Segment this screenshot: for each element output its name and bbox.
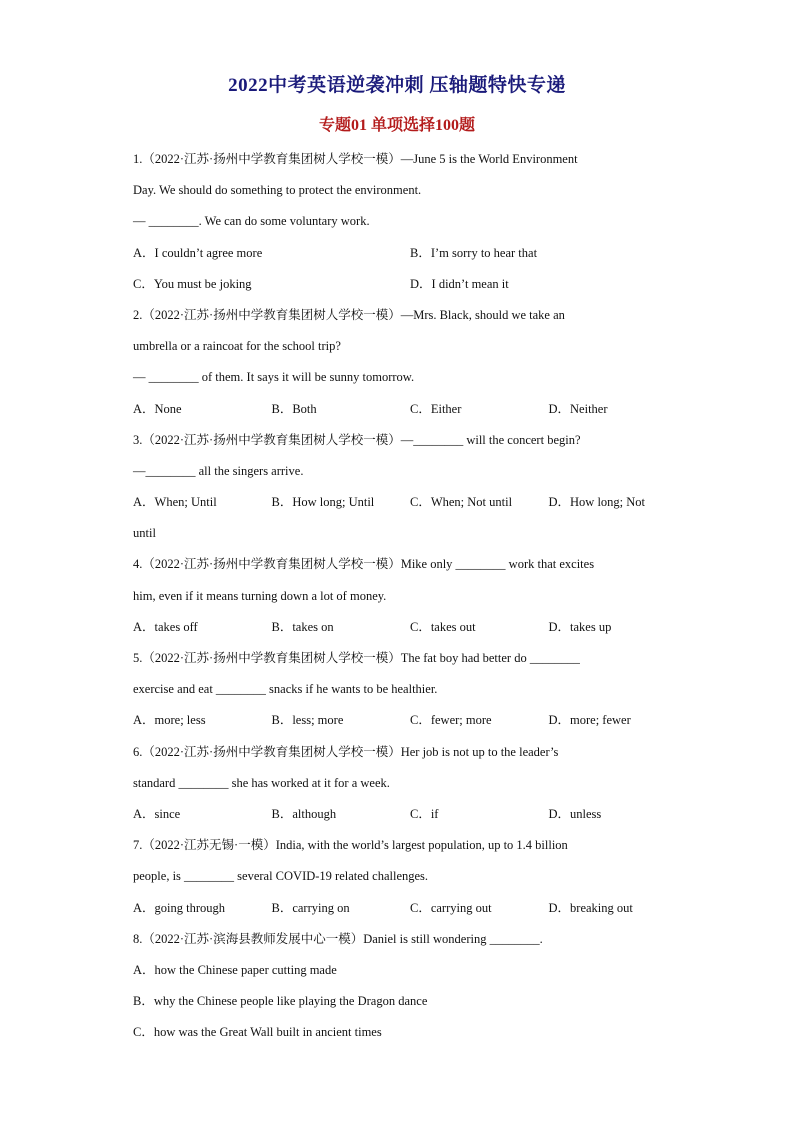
option-d[interactable]: D．takes up bbox=[548, 619, 612, 634]
question-text: 8.（2022·江苏·滨海县教师发展中心一模）Daniel is still wondering ________. bbox=[133, 931, 543, 946]
question-text: — ________. We can do some voluntary work. bbox=[133, 214, 370, 229]
option-d[interactable]: D．I didn’t mean it bbox=[410, 276, 509, 291]
option-c[interactable]: C．You must be joking bbox=[133, 276, 252, 291]
option-c[interactable]: C．carrying out bbox=[410, 900, 492, 915]
option-a[interactable]: A．going through bbox=[133, 900, 226, 915]
question-text: 7.（2022·江苏无锡·一模）India, with the world’s largest population, up to 1.4 billion bbox=[133, 838, 568, 853]
option-b[interactable]: B．although bbox=[271, 806, 337, 821]
option-b[interactable]: B．why the Chinese people like playing the Dragon dance bbox=[133, 994, 428, 1009]
option-a[interactable]: A．takes off bbox=[133, 619, 198, 634]
document-subtitle: 专题01 单项选择100题 bbox=[318, 117, 475, 134]
option-c[interactable]: C．how was the Great Wall built in ancient times bbox=[133, 1025, 382, 1040]
option-a[interactable]: A．more; less bbox=[133, 713, 206, 728]
question-list bbox=[133, 148, 663, 1052]
option-continuation: until bbox=[133, 526, 156, 541]
option-d[interactable]: D．more; fewer bbox=[548, 713, 631, 728]
question-text: 3.（2022·江苏·扬州中学教育集团树人学校一模）—________ will the concert begin? bbox=[133, 432, 581, 447]
question-text: 6.（2022·江苏·扬州中学教育集团树人学校一模）Her job is not up to the leader’s bbox=[133, 744, 559, 759]
question-3 bbox=[133, 429, 663, 554]
question-text: standard ________ she has worked at it for a week. bbox=[133, 775, 390, 790]
option-d[interactable]: D．unless bbox=[548, 806, 602, 821]
option-row bbox=[133, 242, 663, 273]
question-text: people, is ________ several COVID-19 related challenges. bbox=[133, 869, 429, 884]
option-c[interactable]: C．When; Not until bbox=[410, 495, 513, 510]
option-a[interactable]: A．None bbox=[133, 401, 182, 416]
question-7 bbox=[133, 834, 663, 928]
question-text: him, even if it means turning down a lot of money. bbox=[133, 588, 387, 603]
option-a[interactable]: A．since bbox=[133, 806, 181, 821]
question-text: 1.（2022·江苏·扬州中学教育集团树人学校一模）—June 5 is the World Environment bbox=[133, 152, 578, 166]
option-row bbox=[133, 709, 663, 740]
option-row bbox=[133, 273, 663, 304]
document-title: 2022中考英语逆袭冲刺 压轴题特快专递 bbox=[228, 75, 566, 96]
option-b[interactable]: B．How long; Until bbox=[271, 495, 375, 510]
option-c[interactable]: C．fewer; more bbox=[410, 713, 492, 728]
question-4 bbox=[133, 553, 663, 647]
question-text: exercise and eat ________ snacks if he wants to be healthier. bbox=[133, 682, 438, 697]
question-2 bbox=[133, 304, 663, 429]
question-5 bbox=[133, 647, 663, 741]
question-text: 2.（2022·江苏·扬州中学教育集团树人学校一模）—Mrs. Black, should we take an bbox=[133, 307, 565, 322]
question-8 bbox=[133, 928, 663, 1053]
option-d[interactable]: D．breaking out bbox=[548, 900, 633, 915]
option-row bbox=[133, 803, 663, 834]
question-text: 5.（2022·江苏·扬州中学教育集团树人学校一模）The fat boy had better do ________ bbox=[133, 651, 580, 665]
question-text: —________ all the singers arrive. bbox=[133, 463, 304, 478]
question-text: umbrella or a raincoat for the school trip? bbox=[133, 339, 341, 354]
option-c[interactable]: C．if bbox=[410, 806, 439, 821]
option-d[interactable]: D．Neither bbox=[548, 401, 608, 416]
option-a[interactable]: A．how the Chinese paper cutting made bbox=[133, 962, 337, 977]
option-b[interactable]: B．Both bbox=[271, 401, 317, 416]
option-row bbox=[133, 897, 663, 928]
option-row bbox=[133, 616, 663, 647]
option-b[interactable]: B．carrying on bbox=[271, 900, 350, 915]
option-a[interactable]: A．When; Until bbox=[133, 495, 217, 510]
option-b[interactable]: B．I’m sorry to hear that bbox=[410, 245, 538, 260]
option-row bbox=[133, 491, 663, 522]
option-b[interactable]: B．less; more bbox=[271, 713, 344, 728]
question-text: — ________ of them. It says it will be sunny tomorrow. bbox=[133, 370, 415, 385]
option-a[interactable]: A．I couldn’t agree more bbox=[133, 245, 263, 260]
question-text: 4.（2022·江苏·扬州中学教育集团树人学校一模）Mike only ________ work that excites bbox=[133, 557, 595, 572]
question-1 bbox=[133, 148, 663, 304]
option-c[interactable]: C．takes out bbox=[410, 619, 476, 634]
question-6 bbox=[133, 741, 663, 835]
option-b[interactable]: B．takes on bbox=[271, 619, 334, 634]
option-d[interactable]: D．How long; Not bbox=[548, 495, 646, 510]
option-c[interactable]: C．Either bbox=[410, 401, 462, 416]
option-row bbox=[133, 398, 663, 429]
question-text: Day. We should do something to protect the environment. bbox=[133, 183, 422, 198]
